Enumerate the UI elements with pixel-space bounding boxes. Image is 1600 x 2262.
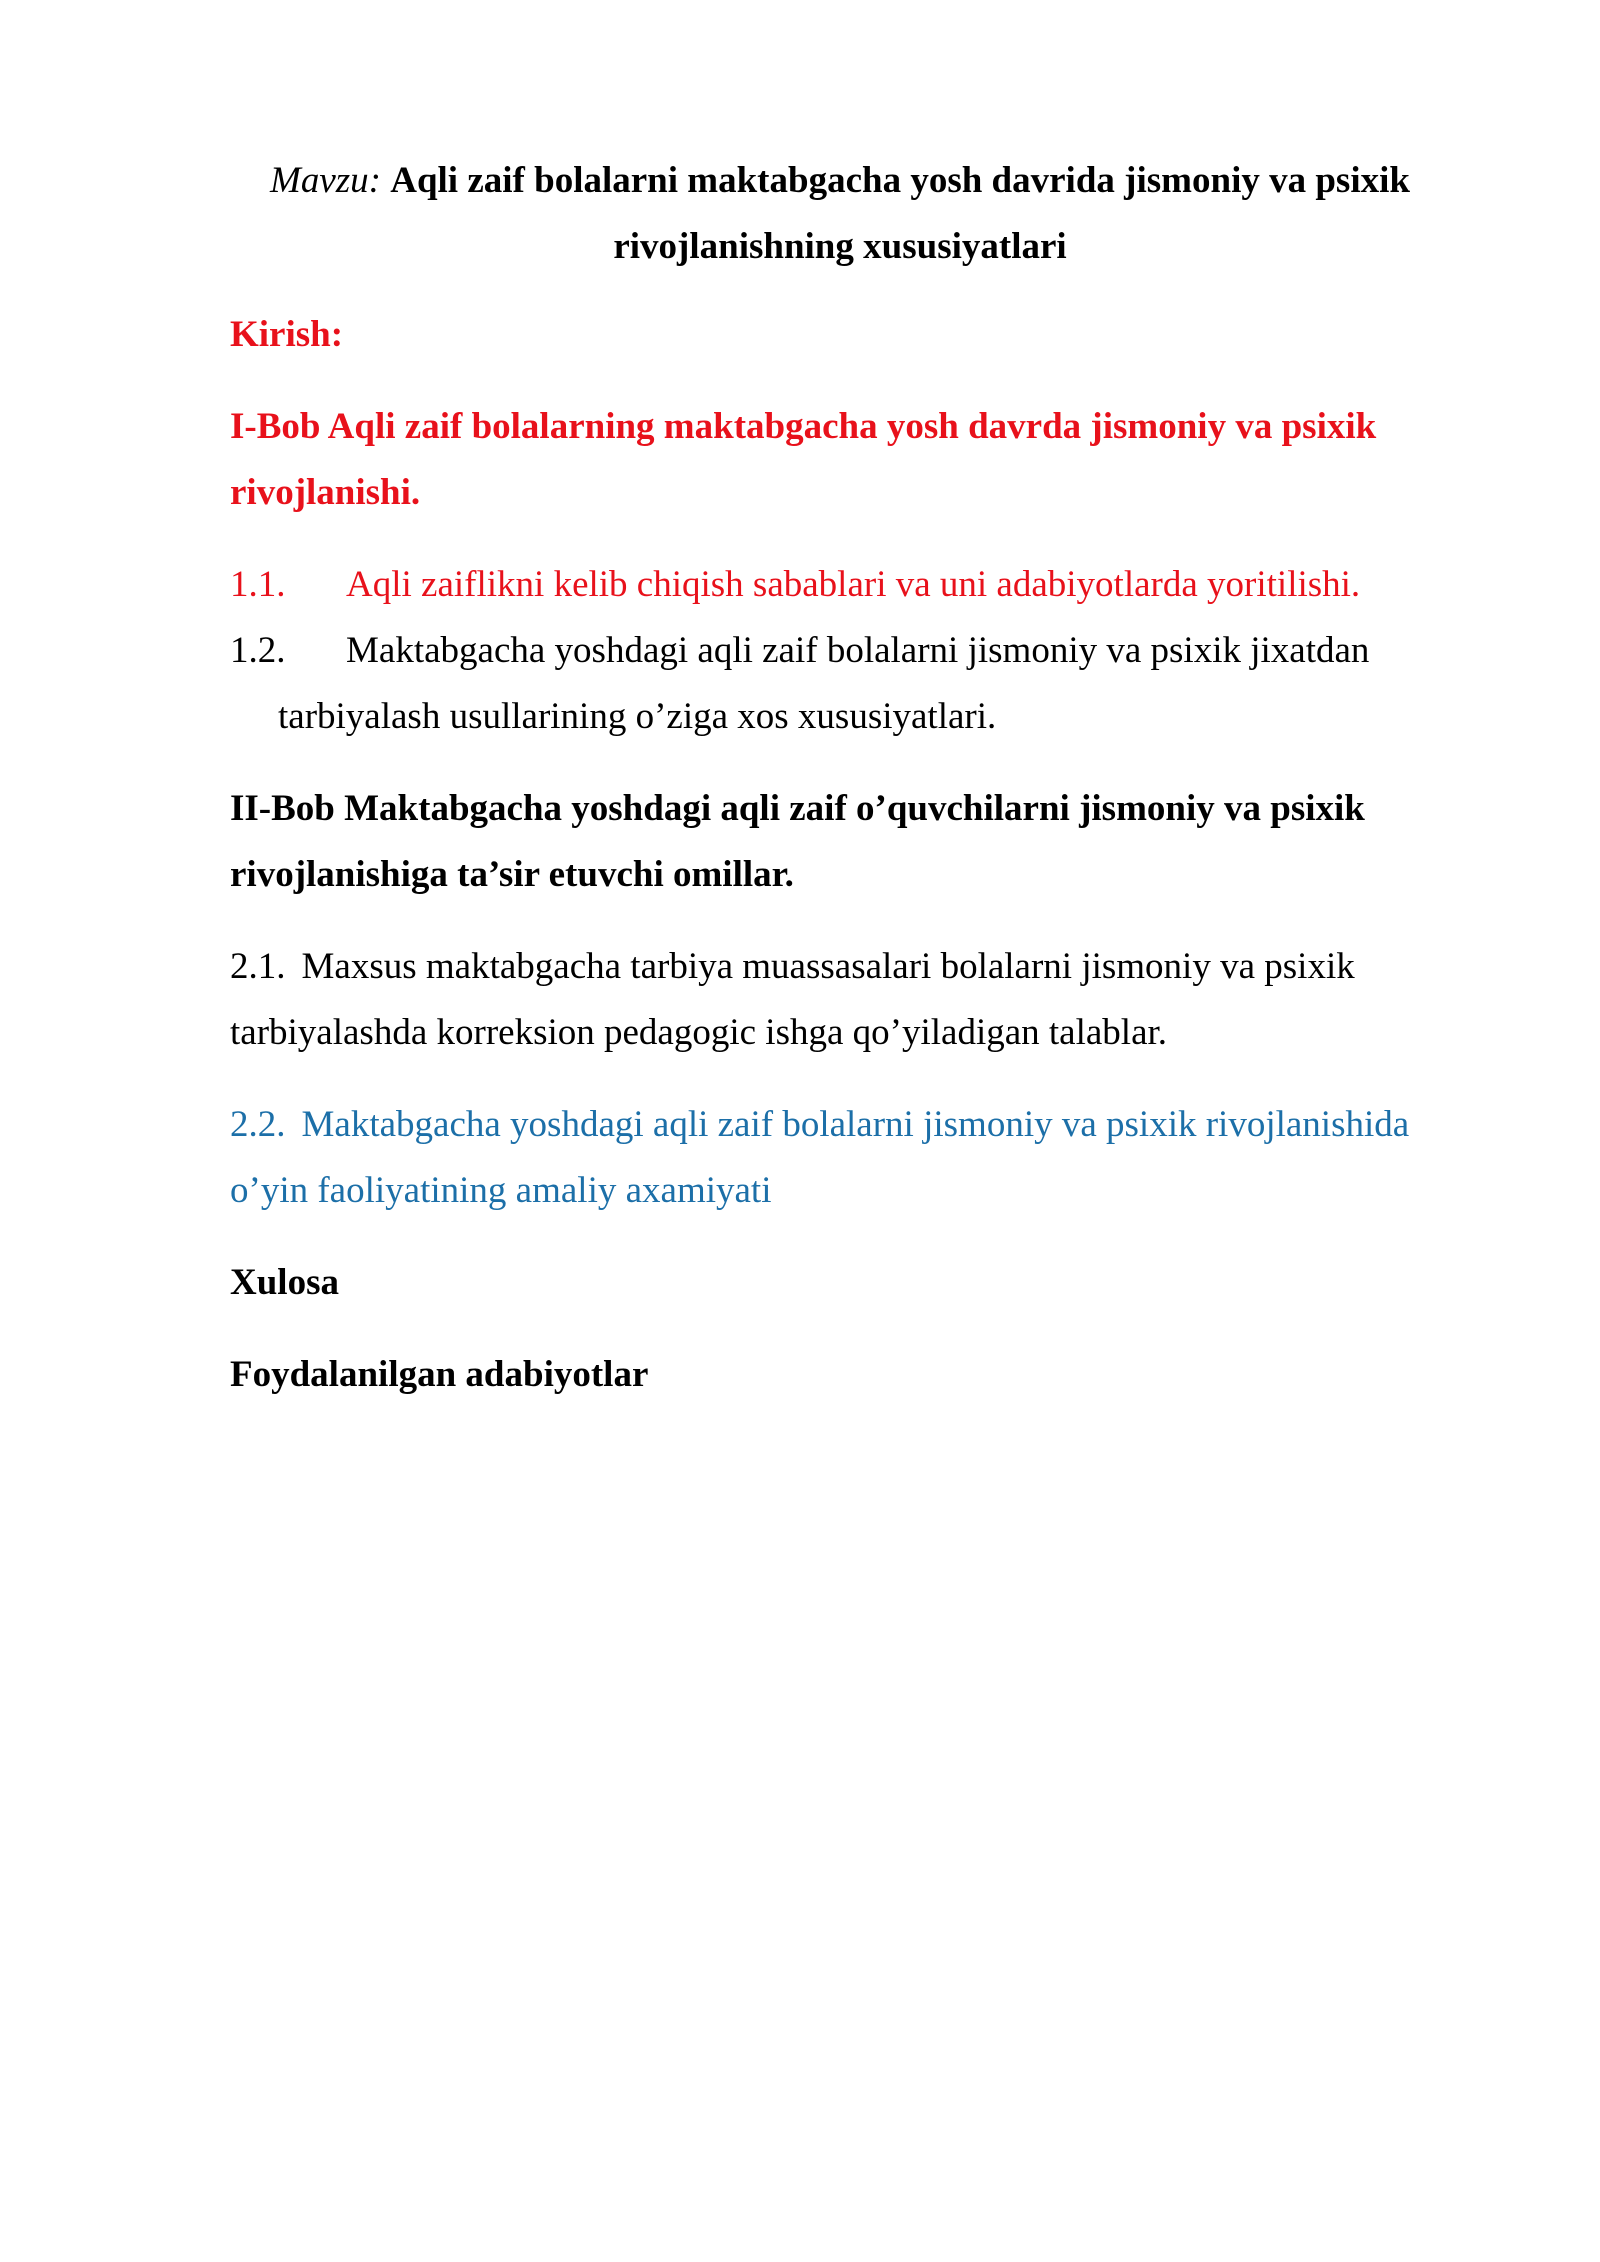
toc-item-text: Aqli zaiflikni kelib chiqish sabablari va uni adabiyotlarda yoritilishi. (346, 564, 1361, 605)
chapter1-heading: I-Bob Aqli zaif bolalarning maktabgacha yosh davrda jismoniy va psixik rivojlanishi. (230, 406, 1377, 513)
toc-item-text: Maxsus maktabgacha tarbiya muassasalari bolalarni jismoniy va psixik tarbiyalashda korreksion pedagogic ishga qo’yiladigan talablar. (230, 946, 1355, 1053)
toc-item-text: Maktabgacha yoshdagi aqli zaif bolalarni jismoniy va psixik rivojlanishida o’yin faoliyatining amaliy axamiyati (230, 1104, 1410, 1211)
intro-heading: Kirish: (230, 314, 344, 355)
title-main: Aqli zaif bolalarni maktabgacha yosh davrida jismoniy va psixik rivojlanishning xususiyatlari (390, 160, 1410, 267)
document-content (230, 148, 1450, 1434)
conclusion-heading: Xulosa (230, 1262, 339, 1303)
toc-item-1-2-line2: tarbiyalash usullarining o’ziga xos xususiyatlari. (278, 696, 997, 737)
toc-item-1-2 (230, 618, 1450, 750)
chapter2-heading: II-Bob Maktabgacha yoshdagi aqli zaif o’quvchilarni jismoniy va psixik rivojlanishiga ta’sir etuvchi omillar. (230, 788, 1365, 895)
toc-item-number: 1.1. (230, 564, 286, 605)
references-heading: Foydalanilgan adabiyotlar (230, 1354, 649, 1395)
page-title (230, 148, 1450, 280)
title-lead: Mavzu: (270, 160, 381, 201)
toc-item-number: 2.1. (230, 946, 286, 987)
toc-item-1-1 (230, 552, 1450, 618)
toc-item-2-1 (230, 934, 1450, 1066)
toc-item-number: 2.2. (230, 1104, 286, 1145)
toc-item-2-2 (230, 1092, 1450, 1224)
toc-item-number: 1.2. (230, 630, 286, 671)
toc-item-text: Maktabgacha yoshdagi aqli zaif bolalarni jismoniy va psixik jixatdan (346, 630, 1370, 671)
toc-item-1-2-line1 (230, 618, 1450, 684)
